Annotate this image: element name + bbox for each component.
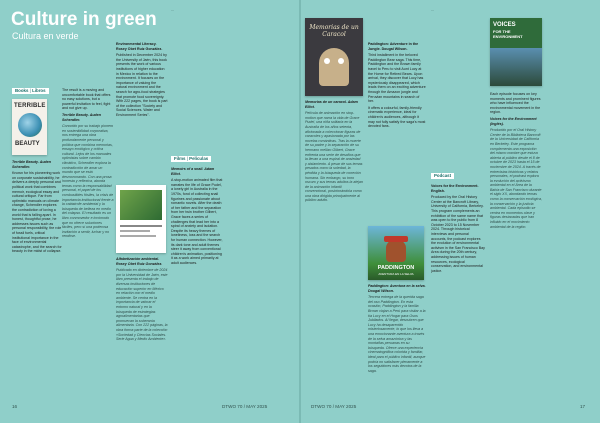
issue-label-left: DTWO 70 / MAY 2025	[222, 404, 268, 409]
column-film2-es: Paddington: Aventura en la selva. Dougal Wilson. Tercera entrega de la querida saga del oso Paddington. En esta ocasión, Paddington y la familia Brown viajan a Perú para visitar a la tía Lucy en el Hogar para Osos Jubilados. Al llegar, descubren que Lucy ha desaparecido misteriosamente, lo que los lleva a una emocionante aventura a través de la selva amazónica y las montañas peruanas en su búsqueda. Ofrece una experiencia cinematográfica colorida y familiar, ideal para el público infantil, aunque podría no satisfacer plenamente a los seguidores más devotos de la saga.	[368, 284, 426, 373]
column-book2-es-cont: …	[171, 8, 175, 12]
page-number-left: 16	[12, 404, 18, 409]
voices-for-the-environment-cover: VOICES FOR THE ENVIRONMENT	[490, 18, 542, 86]
page-spine	[299, 0, 301, 423]
column-book2-es: Alfabetización ambiental. Rosey Obet Ruiz González. Publicado en diciembre de 2024 por la Universidad de Jaén, este libro presenta el trabajo de diversas instituciones de educación superior en México en relación con el medio ambiente. Se centra en la importancia de valorar el entorno natural y en la búsqueda de estrategias agroalimentarias que promuevan la soberanía alimentaria. Con 222 páginas, la obra forma parte de la colección «Sociedad y Ciencias Sociales. Serie Agua y Medio Ambiente».	[116, 257, 168, 342]
column-film1-en: Memoirs of a snail. Adam Elliot. A stop-motion animated film that narrates the life of Grace Pudel, a lonely girl in Australia in the 1970s, fond of collecting snail figurines and passionate about romantic novels. After the death of her father and the separation from her twin brother Gilbert, Grace faces a series of challenges that lead her into a spiral of anxiety and isolation. Despite its heavy themes of loneliness, loss and the search for human connection. However, its dark tone and adult themes steer it away from conventional children's animation, positioning it as a work aimed primarily at adult audiences.	[171, 167, 223, 265]
section-title: Culture in green	[11, 9, 157, 30]
paddington-poster: PADDINGTON AVENTURA EN LA SELVA	[368, 226, 424, 280]
podcast-tag: Podcast	[431, 173, 454, 179]
column-film1-es: Memorias de un caracol. Adam Elliot. Película de animación en stop-motion que narra la vida de Grace Pudel, una niña solitaria en la Australia de los años setenta, aficionada a coleccionar figuras de caracoles y apasionada por las novelas románticas. Tras la muerte de su padre y la separación de su hermano mellizo Gilbert, Grace enfrenta una serie de desafíos que la llevan a una espiral de ansiedad y aislamiento. A pesar de sus temas pesados como la soledad, la pérdida y la búsqueda de conexión humana. Sin embargo, su tono oscuro y sus temas adultos la alejan de la animación infantil convencional, posicionándola como una obra dirigida principalmente al público adulto.	[305, 100, 363, 203]
column-book1-en: Terrible Beauty. Auden Schendler. Known for his pioneering work on corporate sustainability, he delivers a deeply personal and political work that combines memoir, ecological essay and cultural critique. Far from optimistic manuals on climate change, Schendler explores the contradiction of loving a world that is falling apart. In honest, thoughtful prose, he addresses issues such as personal responsibility, the role of fossil fuels, critical institutional importance in the face of environmental catastrophe, and the search for beauty in the midst of collapse.	[12, 160, 62, 254]
earth-illustration-icon	[18, 113, 42, 137]
memorias-de-un-caracol-poster: Memorias de un Caracol	[305, 18, 363, 96]
column-film2-es-cont: …	[431, 8, 435, 12]
column-podcast-es: Each episode focuses on key moments and prominent figures who have influenced the environmental movement in the region. Voices for the Environment (Inglés). Producido por el Oral History Center de la Biblioteca Bancroft de la Universidad de California en Berkeley. Este programa complementa una exposición del mismo nombre que estuvo abierta al público desde el 8 de octubre de 2023 hasta el 15 de noviembre de 2024. A través de entrevistas históricas y relatos personales, el podcast explora la evolución del activismo ambiental en el Área de la Bahía de San Francisco durante el siglo XX, abordando temas como la conservación ecológica, la conservación y la justicia ambiental. Cada episodio se centra en momentos clave y figuras destacadas que han influido en el movimiento ambiental de la región.	[490, 92, 542, 229]
films-tag: Films | Películas	[171, 156, 211, 162]
character-illustration-icon	[319, 48, 349, 86]
landscape-illustration-icon	[120, 190, 162, 220]
environmental-literacy-cover	[116, 185, 166, 253]
page-number-right: 17	[580, 404, 586, 409]
section-subtitle: Cultura en verde	[12, 31, 79, 41]
column-podcast-en: Voices for the Environment. English. Produced by the Oral History Center at the Bancroft Library, University of California, Berkeley. This program complements an exhibition of the same name that was open to the public from 8 October 2023 to 15 November 2024. Through historical interviews and personal accounts, the podcast explores the evolution of environmental activism in the San Francisco Bay Area during the 20th century, addressing issues of human resources, ecological conservation, and environmental justice.	[431, 184, 485, 273]
column-book2-en: Environmental Literacy. Rosey Obet Ruiz González. Published in December 2024 by the University of Jaén, this book presents the work of various institutions of higher education in Mexico in relation to the environment. It focuses on the importance of valuing the natural environment and the search for agro-food strategies that promote food sovereignty. With 222 pages, the book is part of the collection "Society and Social Sciences. Water and Environment Series".	[116, 42, 168, 117]
bear-illustration-icon	[386, 240, 406, 262]
redwood-photo-icon	[490, 48, 542, 86]
books-tag: Books | Libros	[12, 88, 49, 94]
column-book1-es: The result is a moving and uncomfortable book that offers no easy solutions, but a powerful invitation to feel, fight and not give up. Terrible Beauty. Auden Schendler. Conocido por su trabajo pionero en sostenibilidad corporativa, nos entrega una obra profundamente personal y política que combina memorias, ensayo ecológico y crítica cultural. Lejos de los manuales optimistas sobre cambio climático, Schendler explora la contradicción de amar un mundo que se está desmoronando. Con una prosa honesta y reflexiva, aborda temas como la responsabilidad personal, el papel de los combustibles fósiles, la crisis de importancia institucional frente a la catástrofe ambiental y la búsqueda de belleza en medio del colapso. El resultado es un libro conmovedor e incómodo que no ofrece soluciones fáciles, pero sí una poderosa invitación a sentir, luchar y no rendirse.	[62, 88, 114, 239]
terrible-beauty-cover: TERRIBLE BEAUTY	[12, 99, 47, 155]
column-film2-en: Paddington: Adventure in the Jungle. Dougal Wilson. Third installment in the beloved Paddington Bear saga. This time, Paddington and the Brown family travel to Peru to visit Aunt Lucy at the Home for Retired Bears. Upon arrival, they discover that Lucy has mysteriously disappeared, which leads them on an exciting adventure through the Amazon jungle and Peruvian mountains in search of her. It offers a colourful, family-friendly cinematic experience, ideal for children's audiences, although it may not fully satisfy the saga's most devoted fans.	[368, 42, 426, 129]
issue-label-right: DTWO 70 / MAY 2025	[311, 404, 357, 409]
